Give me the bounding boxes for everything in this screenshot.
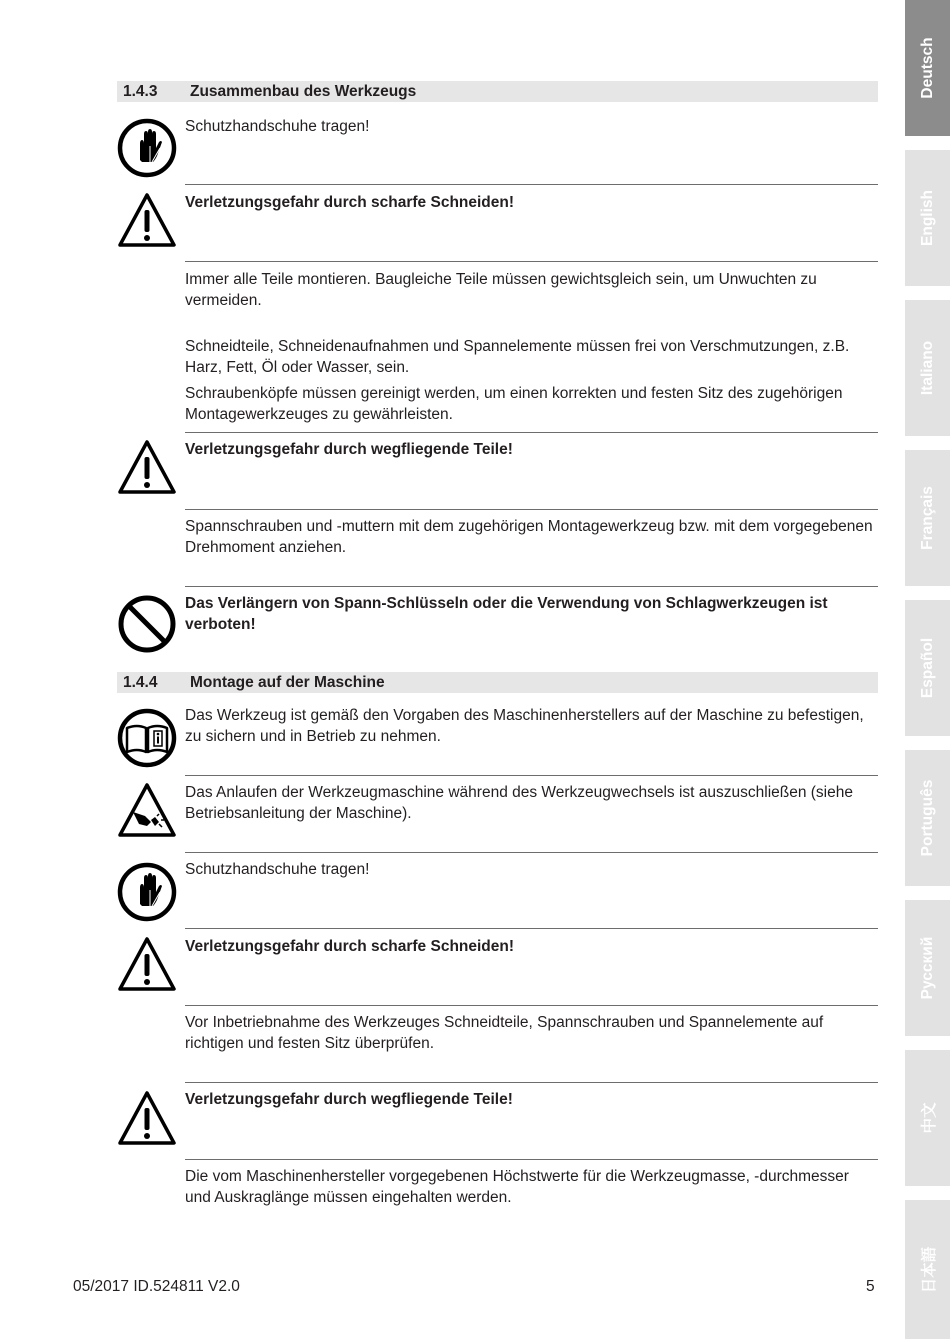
language-tab-russian[interactable] — [905, 900, 950, 1036]
language-tab-italiano[interactable] — [905, 300, 950, 436]
instruction-text: Schutzhandschuhe tragen! — [185, 118, 370, 135]
warning-text: Verletzungsgefahr durch wegfliegende Teile! — [185, 1091, 513, 1108]
instruction-text: Die vom Maschinenhersteller vorgegebenen Höchstwerte für die Werkzeugmasse, -durchmesser und Auskraglänge müssen eingehalten werden. — [185, 1168, 849, 1206]
section-title: Montage auf der Maschine — [190, 674, 385, 691]
prohibition-icon — [117, 594, 177, 654]
language-tab-label: Русский — [918, 936, 936, 1000]
warning-text: Verletzungsgefahr durch scharfe Schneiden! — [185, 194, 515, 211]
language-tab-label: Deutsch — [918, 37, 936, 99]
language-tab-chinese[interactable] — [905, 1050, 950, 1186]
hand-injury-warning-icon — [117, 780, 177, 840]
separator — [185, 1159, 878, 1160]
language-tab-label: Português — [918, 779, 936, 857]
prohibition-text: Das Verlängern von Spann-Schlüsseln oder die Verwendung von Schlagwerkzeugen ist verboten! — [185, 595, 828, 633]
separator — [185, 432, 878, 433]
instruction-text: Vor Inbetriebnahme des Werkzeuges Schneidteile, Spannschrauben und Spannelemente auf richtigen und festen Sitz überprüfen. — [185, 1014, 824, 1052]
warning-text: Verletzungsgefahr durch scharfe Schneiden! — [185, 938, 515, 955]
gloves-icon — [117, 118, 177, 178]
separator — [185, 184, 878, 185]
separator — [185, 586, 878, 587]
language-tab-english[interactable] — [905, 150, 950, 286]
instruction-text: Schneidteile, Schneidenaufnahmen und Spannelemente müssen frei von Verschmutzungen, z.B. Harz, Fett, Öl oder Wasser, sein. — [185, 338, 850, 376]
language-tab-portugues[interactable] — [905, 750, 950, 886]
footer-doc-id: 05/2017 ID.524811 V2.0 — [73, 1278, 240, 1295]
language-tab-deutsch[interactable] — [905, 0, 950, 136]
warning-triangle-icon — [117, 1088, 177, 1148]
separator — [185, 1005, 878, 1006]
warning-triangle-icon — [117, 190, 177, 250]
language-tab-label: Italiano — [918, 340, 936, 396]
section-number: 1.4.4 — [123, 674, 158, 691]
read-manual-icon — [117, 708, 177, 768]
language-tab-francais[interactable] — [905, 450, 950, 586]
instruction-text: Schutzhandschuhe tragen! — [185, 861, 370, 878]
section-number: 1.4.3 — [123, 83, 158, 100]
language-tab-label: English — [918, 190, 936, 246]
footer-page-number: 5 — [866, 1278, 875, 1295]
separator — [185, 509, 878, 510]
warning-triangle-icon — [117, 437, 177, 497]
instruction-text: Das Werkzeug ist gemäß den Vorgaben des Maschinenherstellers auf der Maschine zu befestigen, zu sichern und in Betrieb zu nehmen. — [185, 707, 864, 745]
separator — [185, 852, 878, 853]
language-tab-label: Español — [918, 637, 936, 699]
separator — [185, 928, 878, 929]
section-header-1-4-3 — [117, 81, 878, 102]
separator — [185, 775, 878, 776]
language-tab-japanese[interactable] — [905, 1200, 950, 1339]
separator — [185, 1082, 878, 1083]
section-header-1-4-4 — [117, 672, 878, 693]
gloves-icon — [117, 862, 177, 922]
separator — [185, 261, 878, 262]
warning-text: Verletzungsgefahr durch wegfliegende Teile! — [185, 441, 513, 458]
warning-triangle-icon — [117, 934, 177, 994]
language-tab-espanol[interactable] — [905, 600, 950, 736]
instruction-text: Schraubenköpfe müssen gereinigt werden, um einen korrekten und festen Sitz des zugehörigen Montagewerkzeuges zu gewährleisten. — [185, 385, 843, 423]
language-tab-label: Français — [918, 486, 936, 550]
instruction-text: Spannschrauben und -muttern mit dem zugehörigen Montagewerkzeug bzw. mit dem vorgegebenen Drehmoment anziehen. — [185, 518, 873, 556]
language-tab-label: 中文 — [920, 1102, 938, 1134]
instruction-text: Das Anlaufen der Werkzeugmaschine während des Werkzeugwechsels ist auszuschließen (siehe Betriebsanleitung der Maschine). — [185, 784, 853, 822]
language-tab-label: 日本語 — [920, 1246, 938, 1293]
section-title: Zusammenbau des Werkzeugs — [190, 83, 417, 100]
instruction-text: Immer alle Teile montieren. Baugleiche Teile müssen gewichtsgleich sein, um Unwuchten zu vermeiden. — [185, 271, 817, 309]
